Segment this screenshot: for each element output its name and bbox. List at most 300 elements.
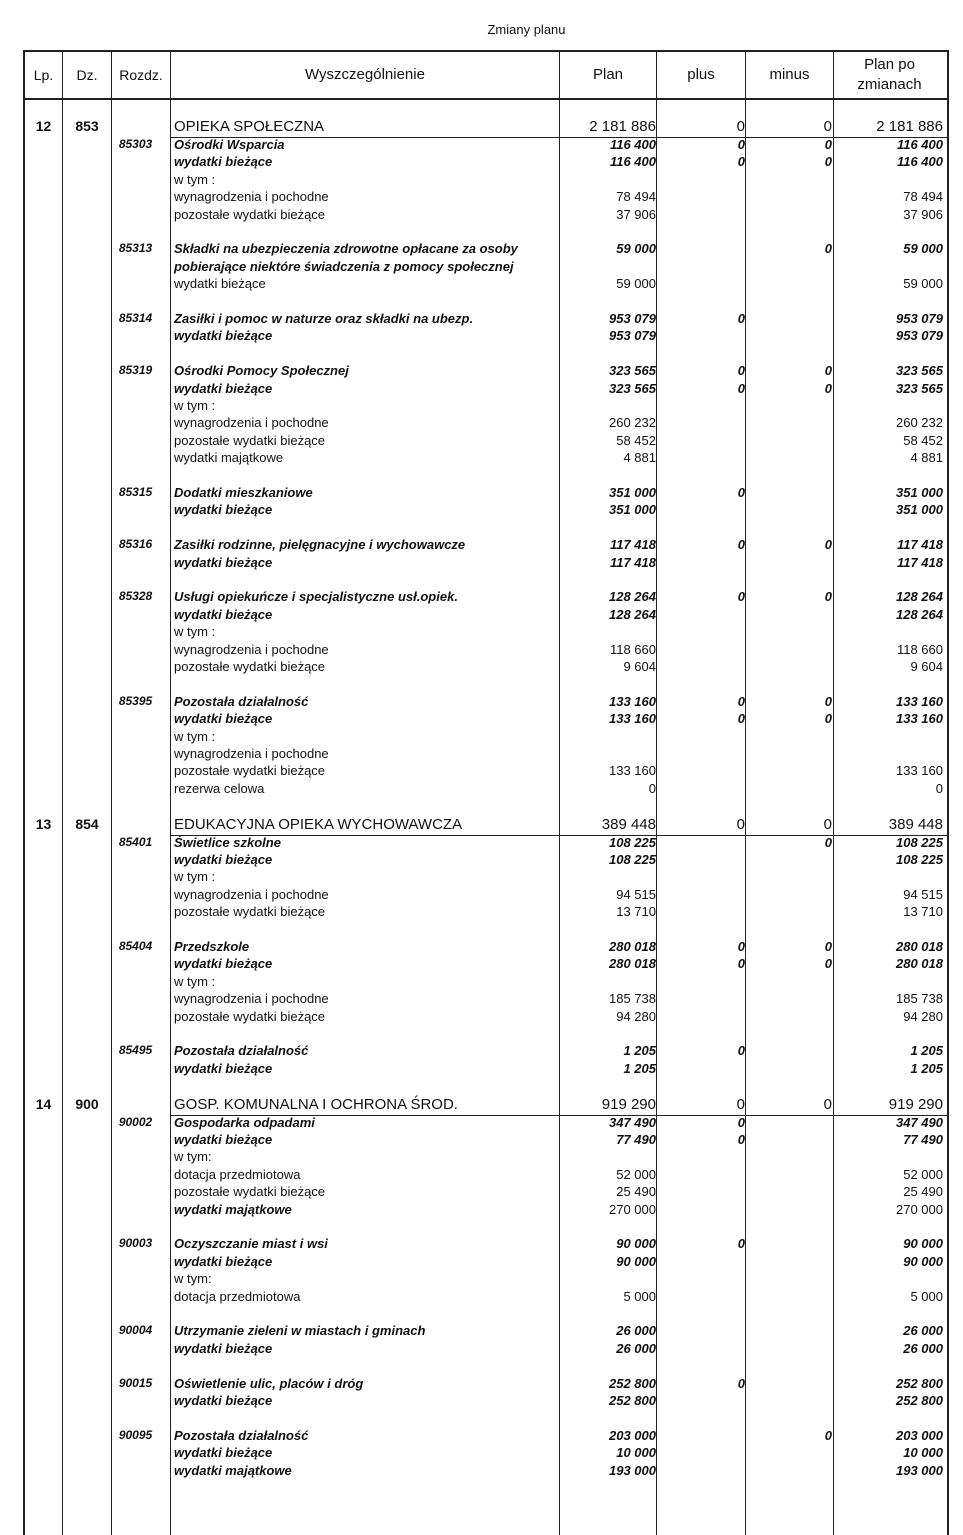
minus-cell: 0 (823, 1095, 832, 1113)
plan-after-cell: 351 000 (896, 485, 943, 500)
description-cell: w tym : (174, 171, 216, 187)
plan-cell: 117 418 (609, 537, 656, 553)
plan-cell: 5 000 (623, 1288, 656, 1304)
table-row (25, 991, 947, 1009)
header-plan: Plan (592, 65, 624, 83)
plan-after-cell: 953 079 (896, 311, 943, 326)
dz-cell: 900 (75, 1095, 99, 1112)
table-row (25, 1428, 947, 1446)
description-cell: wydatki bieżące (174, 711, 273, 727)
plan-cell: 2 181 886 (589, 118, 656, 135)
rozdz-cell: 90015 (118, 1375, 153, 1390)
lp-cell: 12 (35, 118, 52, 134)
plan-cell: 108 225 (609, 834, 656, 850)
rozdz-cell: 90095 (118, 1427, 153, 1442)
plan-after-cell: 280 018 (896, 939, 943, 954)
table-row (25, 659, 947, 677)
description-cell: wynagrodzenia i pochodne (174, 746, 329, 761)
budget-table (23, 50, 949, 1535)
plan-after-cell: 108 225 (896, 852, 943, 867)
plan-after-cell: 193 000 (896, 1462, 943, 1478)
plan-cell: 351 000 (609, 485, 656, 500)
description-cell: wydatki majątkowe (174, 450, 284, 466)
plan-cell: 351 000 (609, 502, 656, 518)
plan-cell: 128 264 (609, 606, 656, 622)
plus-cell: 0 (737, 380, 745, 396)
rozdz-cell: 85319 (118, 363, 153, 378)
plan-cell: 59 000 (616, 276, 656, 292)
plan-after-cell: 4 881 (910, 450, 943, 466)
minus-cell: 0 (824, 363, 832, 379)
table-row (25, 956, 947, 974)
plan-cell: 78 494 (616, 189, 656, 205)
table-row (25, 1061, 947, 1079)
plan-cell: 323 565 (609, 363, 656, 379)
table-row (25, 1289, 947, 1307)
table-row (25, 974, 947, 992)
table-row (25, 207, 947, 225)
rozdz-cell: 85313 (118, 241, 153, 256)
plus-cell: 0 (737, 311, 745, 326)
plan-cell: 252 800 (609, 1375, 656, 1391)
plan-cell: 347 490 (609, 1114, 656, 1130)
description-cell: Gospodarka odpadami (174, 1114, 315, 1130)
description-cell: wynagrodzenia i pochodne (174, 886, 329, 902)
plan-cell: 26 000 (616, 1340, 656, 1356)
plan-after-cell: 323 565 (896, 380, 943, 396)
plan-after-cell: 90 000 (903, 1236, 943, 1252)
minus-cell: 0 (824, 693, 832, 709)
table-row (25, 328, 947, 346)
description-cell: wynagrodzenia i pochodne (174, 189, 329, 205)
description-cell: wydatki bieżące (174, 554, 273, 570)
table-row (25, 1043, 947, 1061)
table-row (25, 485, 947, 503)
plan-after-cell: 116 400 (896, 154, 943, 170)
table-row (25, 172, 947, 190)
table-row (25, 1115, 947, 1133)
table-row (25, 276, 947, 294)
plan-after-cell: 2 181 886 (876, 118, 943, 135)
plus-cell: 0 (737, 154, 745, 170)
section-row (25, 816, 947, 836)
rozdz-cell: 90004 (118, 1323, 153, 1338)
header-lp: Lp. (33, 66, 54, 83)
table-row (25, 607, 947, 625)
plan-after-cell: 389 448 (888, 815, 943, 833)
table-row (25, 137, 947, 155)
description-cell: Ośrodki Pomocy Społecznej (174, 363, 349, 379)
rozdz-cell: 85404 (118, 939, 153, 953)
description-cell: GOSP. KOMUNALNA I OCHRONA ŚROD. (174, 1095, 458, 1113)
description-cell: pozostałe wydatki bieżące (174, 206, 326, 222)
minus-cell: 0 (824, 1427, 832, 1443)
table-row (25, 311, 947, 329)
description-cell: w tym : (174, 728, 216, 744)
table-row (25, 398, 947, 416)
plan-cell: 280 018 (609, 956, 656, 972)
table-row (25, 694, 947, 712)
table-row (25, 711, 947, 729)
description-cell: pozostałe wydatki bieżące (174, 1184, 326, 1200)
plan-cell: 4 881 (623, 450, 656, 466)
table-row (25, 781, 947, 799)
minus-cell: 0 (824, 154, 832, 170)
description-cell: OPIEKA SPOŁECZNA (174, 118, 325, 135)
description-cell: Oświetlenie ulic, placów i dróg (174, 1375, 364, 1391)
plan-cell: 953 079 (609, 328, 656, 344)
rozdz-cell: 85401 (118, 834, 153, 849)
plus-cell: 0 (737, 1236, 745, 1252)
plan-cell: 117 418 (609, 554, 656, 570)
plan-after-cell: 1 205 (910, 1043, 943, 1059)
table-row (25, 869, 947, 887)
header-plus: plus (687, 65, 715, 83)
plan-after-cell: 270 000 (896, 1201, 943, 1217)
description-cell: w tym: (174, 1271, 212, 1287)
plan-after-cell: 133 160 (896, 763, 943, 779)
plan-cell: 90 000 (616, 1253, 656, 1269)
description-cell: Ośrodki Wsparcia (174, 137, 285, 152)
description-cell: rezerwa celowa (174, 780, 265, 796)
header-minus: minus (769, 65, 810, 83)
description-cell: wydatki bieżące (174, 1132, 273, 1147)
minus-cell: 0 (823, 815, 832, 833)
plus-cell: 0 (737, 363, 745, 379)
description-cell: Świetlice szkolne (174, 834, 281, 850)
plan-cell: 94 515 (616, 886, 656, 902)
plan-after-cell: 26 000 (903, 1340, 943, 1356)
description-cell: wydatki bieżące (174, 1445, 273, 1461)
plan-after-cell: 78 494 (903, 189, 943, 205)
description-cell: wydatki bieżące (174, 1253, 273, 1269)
plan-after-cell: 117 418 (896, 554, 943, 570)
description-cell: pobierające niektóre świadczenia z pomocy społecznej (174, 258, 514, 274)
plus-cell: 0 (737, 589, 745, 605)
plus-cell: 0 (736, 1095, 745, 1113)
plan-after-cell: 919 290 (888, 1095, 943, 1113)
plan-cell: 108 225 (609, 852, 656, 867)
plan-cell: 1 205 (623, 1043, 656, 1059)
minus-cell: 0 (824, 537, 832, 553)
plan-after-cell: 52 000 (903, 1166, 943, 1182)
plus-cell: 0 (737, 1375, 745, 1391)
plan-cell: 185 738 (609, 991, 656, 1007)
plan-cell: 193 000 (609, 1462, 656, 1478)
table-row (25, 1463, 947, 1481)
description-cell: wydatki bieżące (174, 1340, 273, 1356)
description-cell: dotacja przedmiotowa (174, 1166, 301, 1182)
plan-after-cell: 117 418 (896, 537, 943, 553)
plan-cell: 10 000 (616, 1445, 656, 1461)
plan-after-cell: 347 490 (896, 1114, 943, 1130)
plan-cell: 37 906 (616, 206, 656, 222)
plan-after-cell: 203 000 (896, 1427, 943, 1443)
plus-cell: 0 (736, 815, 745, 833)
table-row (25, 1167, 947, 1185)
description-cell: wydatki majątkowe (174, 1201, 292, 1217)
table-row (25, 537, 947, 555)
plan-cell: 52 000 (616, 1166, 656, 1182)
table-row (25, 835, 947, 853)
description-cell: w tym : (174, 869, 216, 885)
description-cell: wydatki bieżące (174, 1393, 273, 1408)
table-row (25, 763, 947, 781)
rozdz-cell: 90003 (118, 1236, 153, 1251)
header-plan-after: Plan po zmianach (857, 55, 922, 93)
header-description: Wyszczególnienie (305, 65, 425, 83)
table-row (25, 189, 947, 207)
plan-cell: 77 490 (616, 1132, 656, 1147)
table-row (25, 363, 947, 381)
plan-after-cell: 133 160 (896, 693, 943, 709)
section-row (25, 118, 947, 138)
table-row (25, 624, 947, 642)
plan-after-cell: 59 000 (903, 241, 943, 257)
table-row (25, 887, 947, 905)
description-cell: wynagrodzenia i pochodne (174, 991, 329, 1007)
minus-cell: 0 (823, 118, 832, 135)
description-cell: Składki na ubezpieczenia zdrowotne opłacane za osoby (174, 241, 518, 257)
rozdz-cell: 85315 (118, 485, 153, 499)
plan-cell: 59 000 (616, 241, 656, 257)
lp-cell: 14 (35, 1095, 52, 1112)
table-row (25, 1132, 947, 1150)
table-row (25, 154, 947, 172)
plan-after-cell: 90 000 (903, 1253, 943, 1269)
plan-after-cell: 953 079 (896, 328, 943, 344)
description-cell: Pozostała działalność (174, 1043, 309, 1059)
table-row (25, 1271, 947, 1289)
plan-cell: 116 400 (609, 154, 656, 170)
description-cell: wydatki bieżące (174, 956, 273, 972)
plan-after-cell: 128 264 (896, 589, 943, 605)
plus-cell: 0 (737, 1132, 745, 1147)
plan-after-cell: 128 264 (896, 606, 943, 622)
table-row (25, 1009, 947, 1027)
description-cell: w tym : (174, 973, 216, 989)
plan-after-cell: 280 018 (896, 956, 943, 972)
table-row (25, 555, 947, 573)
plan-cell: 133 160 (609, 693, 656, 709)
minus-cell: 0 (824, 956, 832, 972)
table-row (25, 1184, 947, 1202)
section-row (25, 1096, 947, 1116)
minus-cell: 0 (824, 241, 832, 257)
plus-cell: 0 (736, 118, 745, 135)
plan-cell: 26 000 (616, 1323, 656, 1339)
minus-cell: 0 (824, 834, 832, 850)
table-row (25, 1445, 947, 1463)
plan-cell: 118 660 (609, 641, 656, 657)
description-cell: Zasiłki i pomoc w naturze oraz składki na ubezp. (174, 311, 474, 326)
plan-cell: 280 018 (609, 939, 656, 954)
table-row (25, 450, 947, 468)
table-row (25, 415, 947, 433)
rozdz-cell: 90002 (118, 1114, 153, 1129)
plan-cell: 0 (648, 780, 656, 796)
plan-cell: 90 000 (616, 1236, 656, 1252)
plan-after-cell: 260 232 (896, 415, 943, 431)
plan-after-cell: 13 710 (903, 904, 943, 920)
plus-cell: 0 (737, 485, 745, 500)
table-row (25, 381, 947, 399)
minus-cell: 0 (824, 380, 832, 396)
plan-after-cell: 5 000 (910, 1288, 943, 1304)
dz-cell: 853 (75, 118, 99, 134)
plan-cell: 133 160 (609, 711, 656, 727)
table-row (25, 1393, 947, 1411)
description-cell: w tym : (174, 624, 216, 640)
plan-cell: 133 160 (609, 763, 656, 779)
plan-cell: 128 264 (609, 589, 656, 605)
plan-after-cell: 26 000 (903, 1323, 943, 1339)
minus-cell: 0 (824, 137, 832, 152)
plan-cell: 1 205 (623, 1060, 656, 1076)
plus-cell: 0 (737, 137, 745, 152)
description-cell: Pozostała działalność (174, 693, 309, 709)
plus-cell: 0 (737, 956, 745, 972)
plan-after-cell: 77 490 (903, 1132, 943, 1147)
plan-after-cell: 58 452 (903, 432, 943, 448)
table-row (25, 1202, 947, 1220)
plan-cell: 270 000 (609, 1201, 656, 1217)
description-cell: wydatki bieżące (174, 154, 273, 170)
table-row (25, 1341, 947, 1359)
plus-cell: 0 (737, 711, 745, 727)
description-cell: wydatki bieżące (174, 276, 266, 292)
plan-after-cell: 0 (935, 780, 943, 796)
lp-cell: 13 (35, 815, 52, 832)
plan-cell: 94 280 (616, 1008, 656, 1024)
table-row (25, 729, 947, 747)
plus-cell: 0 (737, 537, 745, 553)
rozdz-cell: 85328 (118, 589, 153, 604)
table-row (25, 904, 947, 922)
description-cell: pozostałe wydatki bieżące (174, 904, 326, 920)
plan-after-cell: 185 738 (896, 991, 943, 1007)
description-cell: wydatki bieżące (174, 606, 273, 622)
plan-cell: 252 800 (609, 1393, 656, 1408)
plan-after-cell: 351 000 (896, 502, 943, 518)
description-cell: wydatki bieżące (174, 852, 273, 867)
plan-cell: 58 452 (616, 432, 656, 448)
rozdz-cell: 85314 (118, 311, 153, 325)
plan-after-cell: 108 225 (896, 834, 943, 850)
plan-after-cell: 252 800 (896, 1375, 943, 1391)
page-title: Zmiany planu (487, 22, 566, 37)
description-cell: pozostałe wydatki bieżące (174, 763, 326, 779)
description-cell: wydatki bieżące (174, 380, 273, 396)
header-rozdz: Rozdz. (119, 66, 163, 83)
description-cell: Przedszkole (174, 939, 250, 954)
description-cell: Pozostała działalność (174, 1427, 309, 1443)
minus-cell: 0 (824, 589, 832, 605)
description-cell: EDUKACYJNA OPIEKA WYCHOWAWCZA (174, 815, 463, 833)
plan-cell: 203 000 (609, 1427, 656, 1443)
table-row (25, 241, 947, 259)
plan-cell: 25 490 (616, 1184, 656, 1200)
plan-cell: 389 448 (601, 815, 656, 833)
table-row (25, 939, 947, 957)
rozdz-cell: 85495 (118, 1043, 153, 1058)
description-cell: wynagrodzenia i pochodne (174, 641, 329, 657)
table-row (25, 1236, 947, 1254)
plan-cell: 919 290 (601, 1095, 656, 1113)
plan-cell: 13 710 (616, 904, 656, 920)
table-row (25, 642, 947, 660)
table-row (25, 589, 947, 607)
plan-after-cell: 252 800 (896, 1393, 943, 1408)
description-cell: wydatki bieżące (174, 1060, 273, 1076)
plus-cell: 0 (737, 1043, 745, 1059)
description-cell: Oczyszczanie miast i wsi (174, 1236, 328, 1252)
plan-cell: 9 604 (623, 659, 656, 674)
description-cell: w tym : (174, 398, 216, 413)
dz-cell: 854 (75, 815, 99, 832)
plan-after-cell: 1 205 (910, 1060, 943, 1076)
header-divider (25, 98, 947, 100)
plan-after-cell: 94 515 (903, 886, 943, 902)
description-cell: pozostałe wydatki bieżące (174, 659, 326, 674)
plan-after-cell: 9 604 (910, 659, 943, 674)
plan-after-cell: 10 000 (903, 1445, 943, 1461)
description-cell: wydatki majątkowe (174, 1462, 292, 1478)
header-dz: Dz. (76, 66, 98, 83)
plan-after-cell: 133 160 (896, 711, 943, 727)
table-row (25, 852, 947, 870)
plan-cell: 116 400 (609, 137, 656, 152)
plus-cell: 0 (737, 1114, 745, 1130)
description-cell: w tym: (174, 1149, 212, 1165)
table-row (25, 502, 947, 520)
plan-after-cell: 37 906 (903, 206, 943, 222)
description-cell: Utrzymanie zieleni w miastach i gminach (174, 1323, 426, 1339)
description-cell: Dodatki mieszkaniowe (174, 485, 313, 500)
description-cell: wydatki bieżące (174, 502, 273, 518)
plan-after-cell: 59 000 (903, 276, 943, 292)
rozdz-cell: 85303 (118, 137, 153, 151)
plan-after-cell: 25 490 (903, 1184, 943, 1200)
minus-cell: 0 (824, 711, 832, 727)
description-cell: Zasiłki rodzinne, pielęgnacyjne i wychowawcze (174, 537, 466, 553)
plan-cell: 260 232 (609, 415, 656, 431)
description-cell: dotacja przedmiotowa (174, 1288, 301, 1304)
description-cell: Usługi opiekuńcze i specjalistyczne usł.opiek. (174, 589, 458, 605)
description-cell: pozostałe wydatki bieżące (174, 432, 326, 448)
table-row (25, 1376, 947, 1394)
table-row (25, 1323, 947, 1341)
plan-cell: 953 079 (609, 311, 656, 326)
description-cell: pozostałe wydatki bieżące (174, 1008, 326, 1024)
table-row (25, 1149, 947, 1167)
plan-after-cell: 118 660 (896, 641, 943, 657)
plus-cell: 0 (737, 693, 745, 709)
table-row (25, 1254, 947, 1272)
plus-cell: 0 (737, 939, 745, 954)
plan-after-cell: 323 565 (896, 363, 943, 379)
rozdz-cell: 85395 (118, 693, 153, 708)
description-cell: wynagrodzenia i pochodne (174, 415, 329, 431)
description-cell: wydatki bieżące (174, 328, 273, 344)
table-row (25, 259, 947, 277)
plan-cell: 323 565 (609, 380, 656, 396)
table-row (25, 746, 947, 764)
minus-cell: 0 (824, 939, 832, 954)
rozdz-cell: 85316 (118, 537, 153, 552)
table-row (25, 433, 947, 451)
plan-after-cell: 94 280 (903, 1008, 943, 1024)
